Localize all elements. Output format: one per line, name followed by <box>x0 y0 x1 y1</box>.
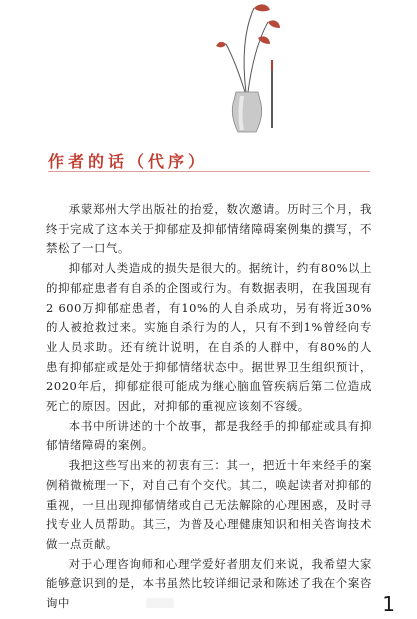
paragraph-5: 对于心理咨询师和心理学爱好者朋友们来说，我希望大家能够意识到的是，本书虽然比较详细记录和陈述了我在个案咨询中 <box>46 556 372 611</box>
body-text <box>46 200 372 614</box>
heading-divider <box>48 171 370 172</box>
page-number: 1 <box>382 592 395 616</box>
faint-mark <box>146 598 174 608</box>
paragraph-3: 本书中所讲述的十个故事，都是我经手的抑郁症或具有抑郁情绪障碍的案例。 <box>46 418 372 453</box>
section-heading: 作者的话（代序） <box>48 152 209 171</box>
paragraph-4: 我把这些写出来的初衷有三：其一，把近十年来经手的案例稍微梳理一下，对自己有个交代。其二，唤起读者对抑郁的重视，一旦出现抑郁情绪或自己无法解除的心理困惑，及时寻找专业人员帮助。其三，为普及心理健康知识和相关咨询技术做一点贡献。 <box>46 458 372 551</box>
vase-illustration <box>212 0 284 140</box>
paragraph-1: 承蒙郑州大学出版社的抬爱，数次邀请。历时三个月，我终于完成了这本关于抑郁症及抑郁情绪障碍案例集的撰写，不禁松了一口气。 <box>46 202 372 256</box>
paragraph-2: 抑郁对人类造成的损失是很大的。据统计，约有80%以上的抑郁症患者有自杀的企图或行为。有数据表明，在我国现有2 600万抑郁症患者，有10%的人自杀成功，另有将近30%的人被抢救过来。实施自杀行为的人，只有不到1%曾经向专业人员求助。还有统计说明，在自杀的人群中，有80%的人患有抑郁症或是处于抑郁情绪状态中。据世界卫生组织预计，2020年后，抑郁症很可能成为继心脑血管疾病后第二位造成死亡的原因。因此，对抑郁的重视应该刻不容缓。 <box>46 261 372 414</box>
